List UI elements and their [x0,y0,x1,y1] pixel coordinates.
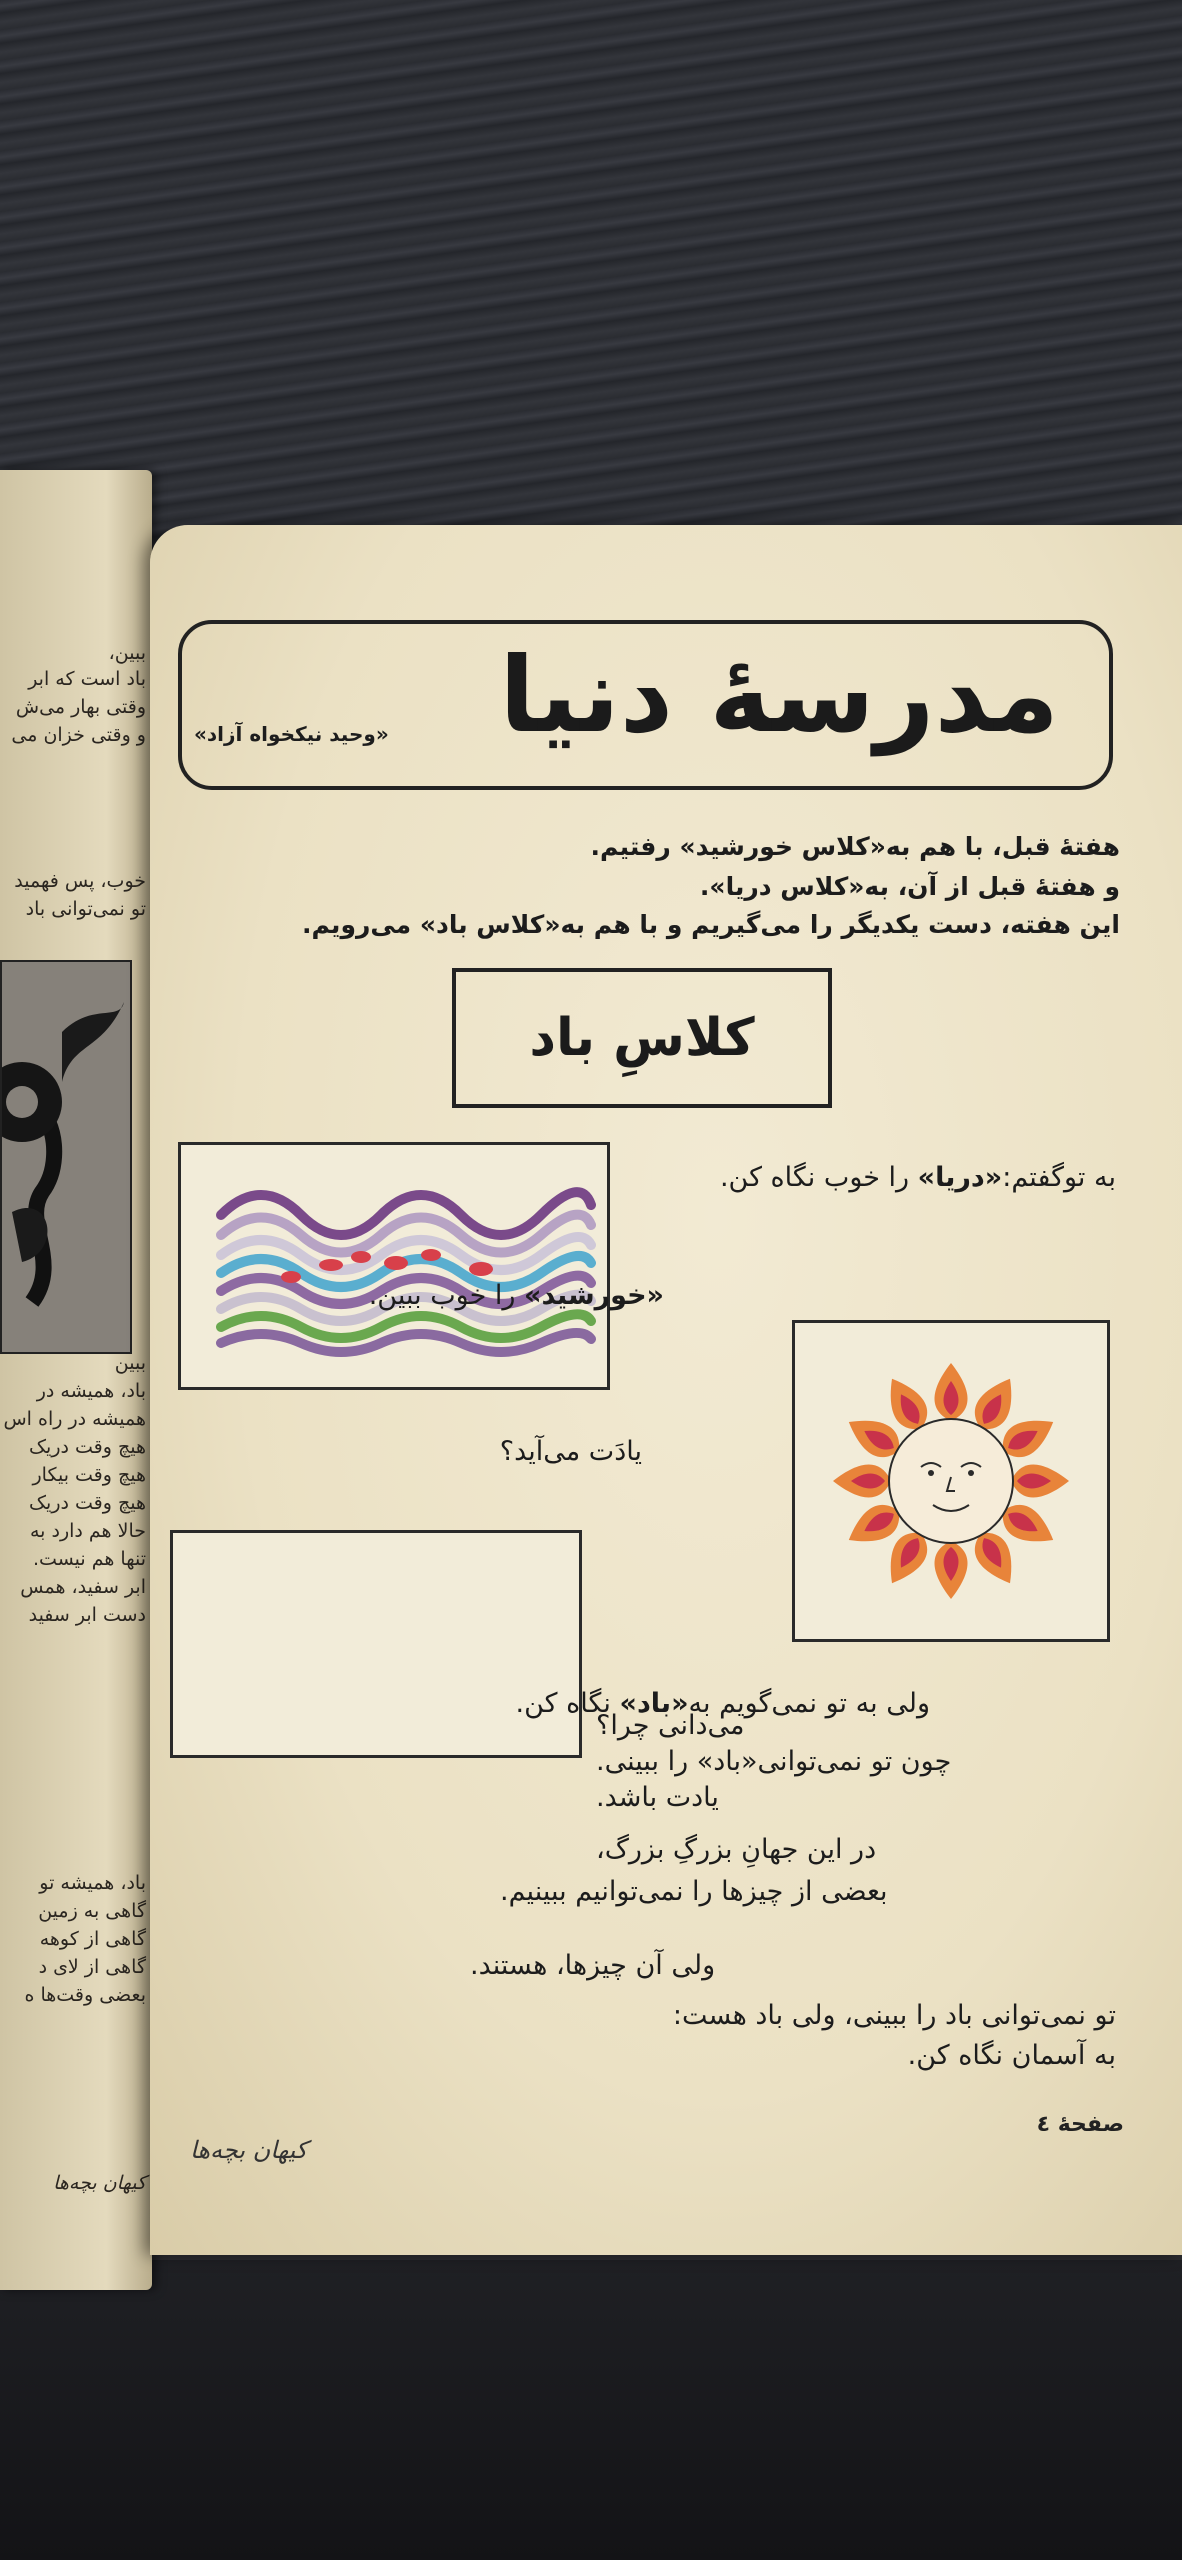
intro-line: و هفتهٔ قبل از آن، به«کلاس دریا». [699,872,1120,901]
left-page-line: باد، همیشه در [36,1380,146,1402]
left-page-line: وقتی بهار می‌ش [15,696,146,718]
left-page-line: خوب، پس فهمید [14,870,146,892]
left-page-line: ببین، [108,642,146,664]
left-page-line: هیچ وقت دریک [29,1436,146,1458]
table-shadow [0,2260,1182,2560]
class-title: کلاسِ باد [529,1008,755,1068]
body-line: بعضی از چیزها را نمی‌توانیم ببینیم. [500,1876,888,1907]
left-page-line: تو نمی‌توانی باد [25,898,146,920]
left-page-line: ابر سفید، همس [20,1576,146,1598]
sun-illustration-frame [792,1320,1110,1642]
title-banner [178,620,1113,790]
body-line: ولی آن چیزها، هستند. [470,1950,716,1981]
sea-prompt [720,1162,1116,1193]
wind-prompt-suffix: نگاه کن. [515,1688,620,1719]
left-page-line: ببین [114,1352,146,1374]
magazine-brand: کیهان بچه‌ها [190,2136,308,2164]
empty-wind-frame [170,1530,582,1758]
author-name: «وحید نیکخواه آزاد» [194,722,389,746]
left-page-line: و وقتی خزان می‌ [11,724,146,746]
sea-illustration-frame [178,1142,610,1390]
body-line: یادت باشد. [596,1782,719,1813]
sun-face-illustration [795,1323,1107,1639]
left-facing-page [0,470,152,2290]
left-page-line: گاهی از لای د [38,1956,146,1978]
page-number: صفحهٔ ٤ [1036,2112,1124,2137]
page-title: مدرسهٔ دنیا [499,634,1059,756]
sea-prompt-suffix: را خوب نگاه کن. [719,1162,918,1193]
left-page-line: بعضی وقت‌ها ه [24,1984,146,2006]
wind-prompt-prefix: ولی به تو نمی‌گویم به [688,1688,930,1719]
sea-prompt-word: «دریا» [917,1162,1003,1193]
body-line: چون تو نمی‌توانی«باد» را ببینی. [596,1746,952,1777]
sea-waves-illustration [181,1145,607,1387]
left-page-line: هیچ وقت بیکار [32,1464,146,1486]
left-page-brand: کیهان بچه‌ها [53,2172,146,2194]
intro-line: این هفته، دست یکدیگر را می‌گیریم و با هم به«کلاس باد» می‌رویم. [301,910,1120,939]
closing-line: تو نمی‌توانی باد را ببینی، ولی باد هست: [672,2000,1116,2031]
sun-prompt-word: «خورشید» [524,1280,664,1311]
left-page-line: باد، همیشه تو [39,1872,146,1894]
left-page-line: دست ابر سفید [28,1604,146,1626]
remember-prompt: یادَت می‌آید؟ [499,1436,642,1467]
wind-prompt-word: «باد» [619,1688,689,1719]
dark-flower-illustration [2,962,130,1352]
body-line: در این جهانِ بزرگِ بزرگ، [596,1834,877,1865]
sun-prompt [369,1280,664,1311]
intro-line: هفتهٔ قبل، با هم به«کلاس خورشید» رفتیم. [590,832,1120,861]
body-line: می‌دانی چرا؟ [596,1710,745,1741]
left-page-line: حالا هم دارد به [29,1520,146,1542]
left-page-line: گاهی از کوهه [39,1928,146,1950]
left-page-illustration [0,960,132,1354]
closing-line: به آسمان نگاه کن. [907,2040,1116,2071]
left-page-line: همیشه در راه اس [3,1408,146,1430]
class-title-box [452,968,832,1108]
left-page-line: هیچ وقت دریک [29,1492,146,1514]
left-page-line: گاهی به زمین [38,1900,146,1922]
sun-prompt-suffix: را خوب ببین. [368,1280,525,1311]
left-page-line: باد است که ابر [28,668,146,690]
left-page-line: تنها هم نیست. [33,1548,146,1570]
sea-prompt-prefix: به توگفتم: [1002,1162,1116,1193]
